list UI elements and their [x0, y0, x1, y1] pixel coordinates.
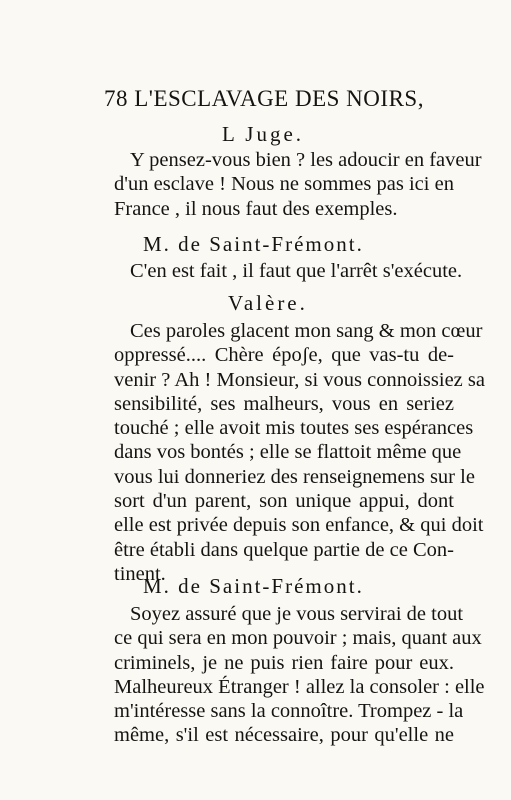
speaker-name: Valère. [228, 291, 308, 315]
text-line: m'intéresse sans la connoître. Trompez - la [114, 700, 464, 723]
page-number: 78 [104, 86, 128, 111]
text-line: C'en est fait , il faut que l'arrêt s'exécute. [130, 260, 463, 282]
text-line: vous lui donneriez des renseignemens sur le [114, 465, 475, 488]
text-line: d'un esclave ! Nous ne sommes pas ici en [114, 173, 454, 196]
text-line: venir ? Ah ! Monsieur, si vous connoissiez sa [114, 368, 485, 391]
text-line: elle est privée depuis son enfance, & qui doit [114, 514, 484, 537]
text-line: ce qui sera en mon pouvoir ; mais, quant aux [114, 627, 482, 650]
speaker-name: M. de Saint-Frémont. [143, 232, 364, 256]
text-line: Y pensez-vous bien ? les adoucir en faveur [130, 149, 482, 171]
running-title: L'ESCLAVAGE DES NOIRS, [134, 86, 424, 111]
text-line: tinent. [114, 562, 166, 585]
text-line: France , il nous faut des exemples. [114, 197, 398, 220]
speech-paragraph [114, 602, 485, 748]
speaker-name: L Juge. [222, 122, 305, 146]
text-line: touché ; elle avoit mis toutes ses espérances [114, 417, 474, 440]
text-line: sort d'un parent, son unique appui, dont [114, 490, 454, 513]
speech-paragraph [114, 259, 463, 283]
text-line: Malheureux Étranger ! allez la consoler : elle [114, 675, 485, 698]
speech-paragraph [114, 319, 485, 586]
speaker-name: M. de Saint-Frémont. [143, 574, 364, 598]
text-line: même, s'il est nécessaire, pour qu'elle ne [114, 724, 454, 747]
text-line: Ces paroles glacent mon sang & mon cœur [130, 320, 483, 342]
text-line: sensibilité, ses malheurs, vous en seriez [114, 392, 454, 415]
text-line: être établi dans quelque partie de ce Con- [114, 538, 454, 561]
text-line: oppressé.... Chère époʃe, que vas-tu de- [114, 344, 454, 367]
speech-paragraph [114, 148, 482, 221]
text-line: Soyez assuré que je vous servirai de tout [130, 603, 464, 625]
text-line: criminels, je ne puis rien faire pour eux. [114, 651, 454, 674]
running-header [104, 86, 444, 112]
text-line: dans vos bontés ; elle se flattoit même que [114, 441, 462, 464]
